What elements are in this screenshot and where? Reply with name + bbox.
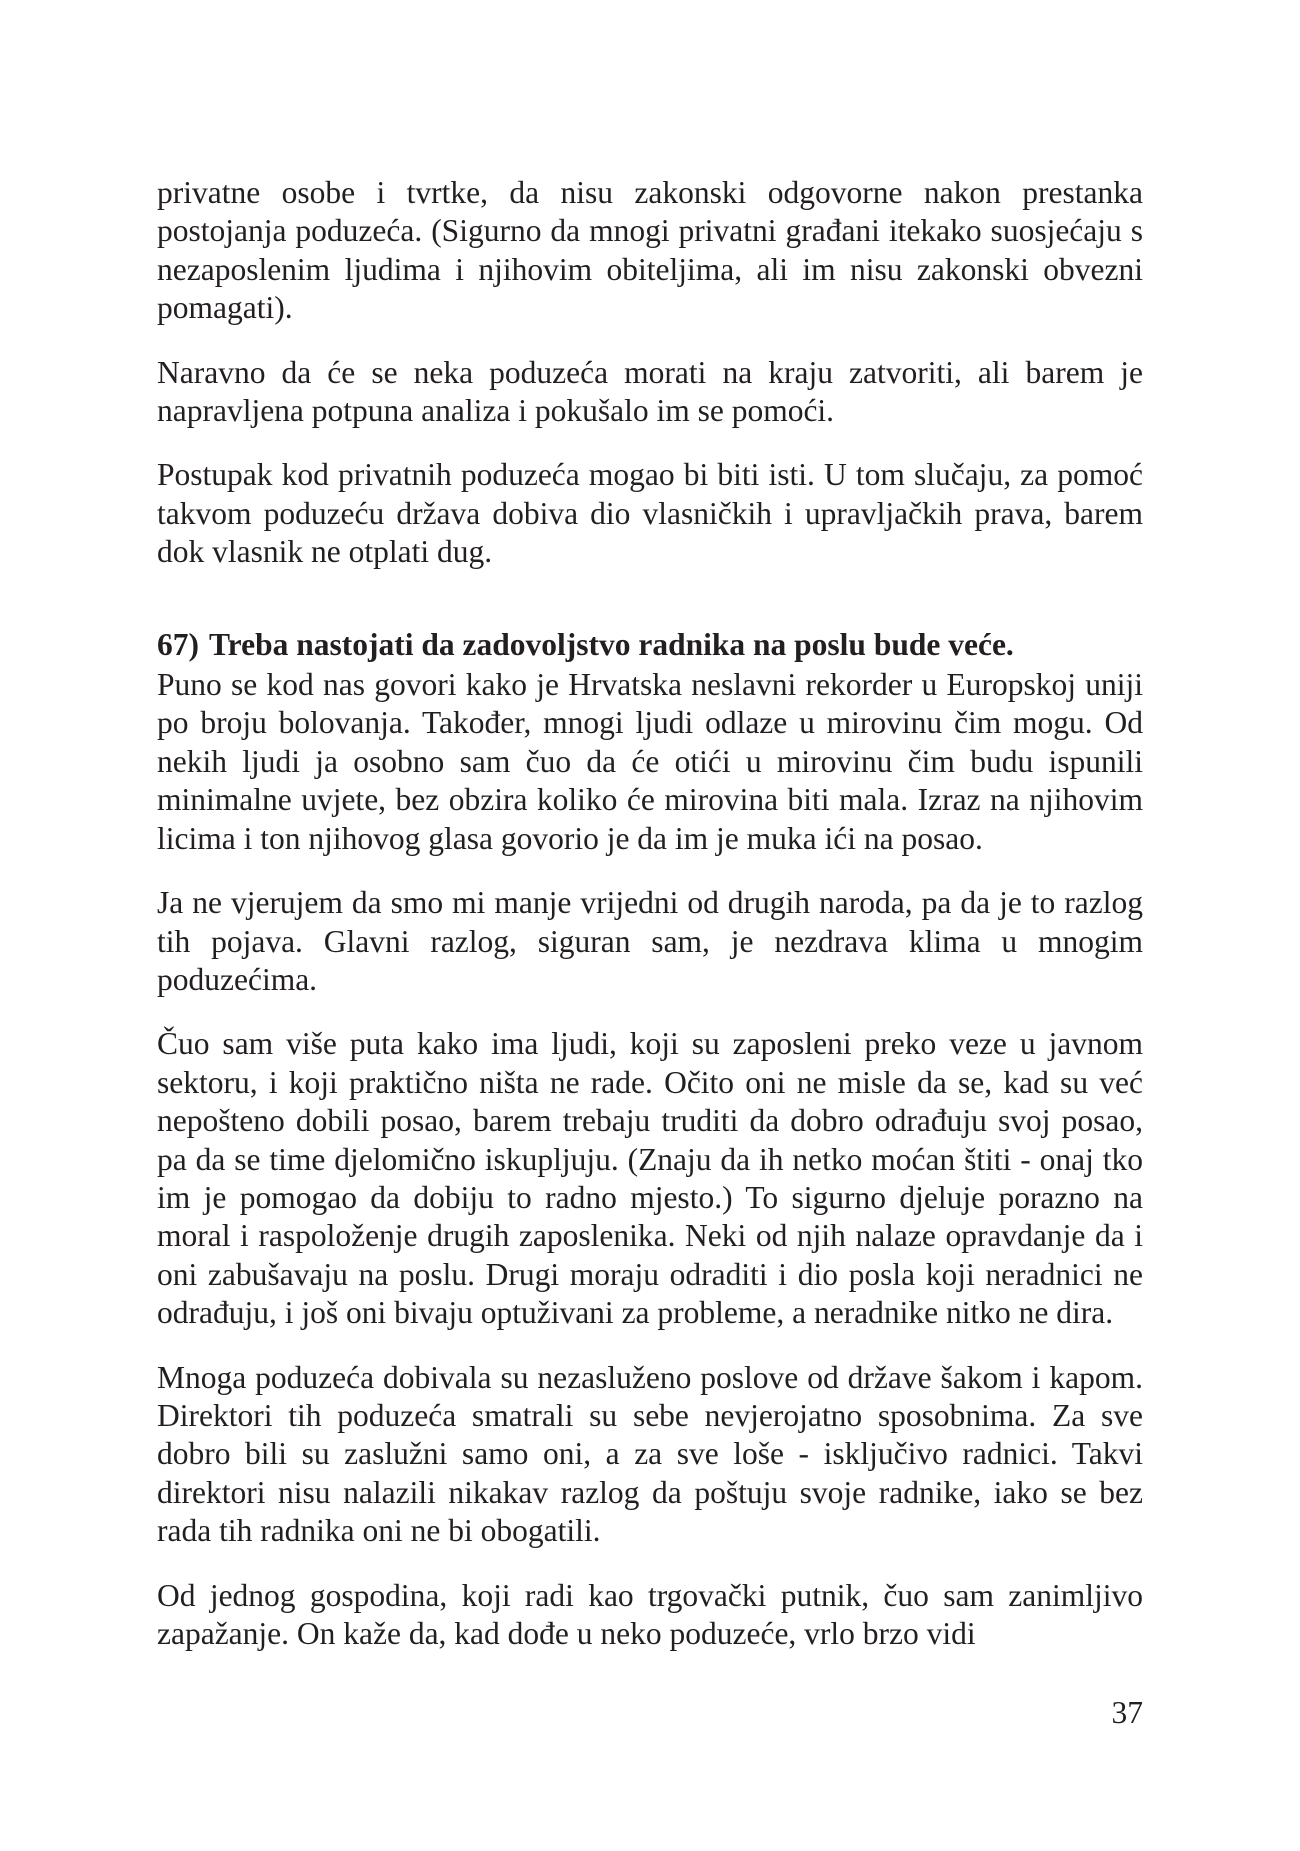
paragraph-8: Od jednog gospodina, koji radi kao trgovački putnik, čuo sam zanimljivo zapažanje. On kaže da, kad dođe u neko poduzeće, vrlo brzo vidi xyxy=(157,1577,1143,1651)
page-body xyxy=(157,174,1143,1679)
section-heading xyxy=(157,626,1143,664)
paragraph-7: Mnoga poduzeća dobivala su nezasluženo poslove od države šakom i kapom. Direktori tih poduzeća smatrali su sebe nevjerojatno sposobnima. Za sve dobro bili su zaslužni samo oni, a za sve loše - isključivo radnici. Takvi direktori nisu nalazili nikakav razlog da poštuju svoje radnike, iako se bez rada tih radnika oni ne bi obogatili. xyxy=(157,1359,1143,1549)
paragraph-5: Ja ne vjerujem da smo mi manje vrijedni od drugih naroda, pa da je to razlog tih pojava. Glavni razlog, siguran sam, je nezdrava klima u mnogim poduzećima. xyxy=(157,885,1143,997)
paragraph-1: privatne osobe i tvrtke, da nisu zakonski odgovorne nakon prestanka postojanja poduzeća. (Sigurno da mnogi privatni građani itekako suosjećaju s nezaposlenim ljudima i njihovim obiteljima, ali im nisu zakonski obvezni pomagati). xyxy=(157,175,1143,326)
section-title: Treba nastojati da zadovoljstvo radnika na poslu bude veće. xyxy=(209,626,1014,662)
paragraph-4: Puno se kod nas govori kako je Hrvatska neslavni rekorder u Europskoj uniji po broju bolovanja. Također, mnogi ljudi odlaze u mirovinu čim mogu. Od nekih ljudi ja osobno sam čuo da će otići u mirovinu čim budu ispunili minimalne uvjete, bez obzira koliko će mirovina biti mala. Izraz na njihovim licima i ton njihovog glasa govorio je da im je muka ići na posao. xyxy=(157,667,1143,856)
paragraph-2: Naravno da će se neka poduzeća morati na kraju zatvoriti, ali barem je napravljena potpuna analiza i pokušalo im se pomoći. xyxy=(157,354,1143,429)
paragraph-6: Čuo sam više puta kako ima ljudi, koji su zaposleni preko veze u javnom sektoru, i koji praktično ništa ne rade. Očito oni ne misle da se, kad su već nepošteno dobili posao, barem trebaju truditi da dobro odrađuju svoj posao, pa da se time djelomično iskupljuju. (Znaju da ih netko moćan štiti - onaj tko im je pomogao da dobiju to radno mjesto.) To sigurno djeluje porazno na moral i raspoloženje drugih zaposlenika. Neki od njih nalaze opravdanje da i oni zabušavaju na poslu. Drugi moraju odraditi i dio posla koji neradnici ne odrađuju, i još oni bivaju optuživani za probleme, a neradnike nitko ne dira. xyxy=(157,1026,1143,1331)
page-number: 37 xyxy=(1111,1695,1143,1730)
section-number: 67) xyxy=(157,626,199,662)
paragraph-3: Postupak kod privatnih poduzeća mogao bi biti isti. U tom slučaju, za pomoć takvom poduzeću država dobiva dio vlasničkih i upravljačkih prava, barem dok vlasnik ne otplati dug. xyxy=(157,457,1143,570)
